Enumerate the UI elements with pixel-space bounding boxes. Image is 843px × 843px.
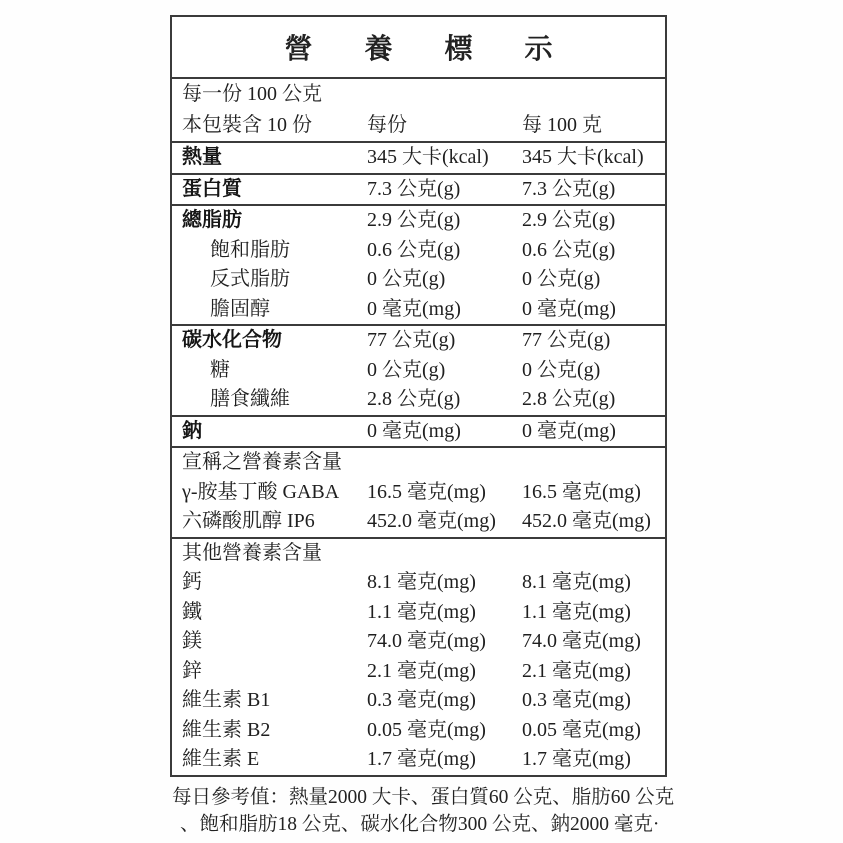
nutrient-row <box>172 385 665 415</box>
nutrient-name: 膳食纖維 <box>210 388 290 410</box>
section-header-label: 宣稱之營養素含量 <box>182 451 342 473</box>
value-per-serving: 0 毫克(mg) <box>367 419 461 442</box>
nutrient-name: 鈣 <box>182 571 202 593</box>
value-per-100g: 0 公克(g) <box>522 358 601 381</box>
daily-reference-note <box>172 784 712 838</box>
value-per-serving: 2.1 毫克(mg) <box>367 659 476 682</box>
value-per-100g: 0 公克(g) <box>522 268 601 290</box>
daily-reference-note-line2: 、飽和脂肪18 公克、碳水化合物300 公克、鈉2000 毫克· <box>180 814 660 835</box>
nutrient-row <box>172 627 665 657</box>
label-title-text: 營養標示 <box>284 34 605 65</box>
value-per-100g: 1.7 毫克(mg) <box>522 748 631 770</box>
nutrient-name: 鎂 <box>182 630 202 652</box>
label-title <box>172 17 665 79</box>
nutrient-name: 維生素 E <box>182 748 260 770</box>
nutrient-name: γ-胺基丁酸 GABA <box>182 480 340 503</box>
servings-per-package-label: 本包裝含 10 份 <box>182 114 312 136</box>
value-per-100g: 2.8 公克(g) <box>522 388 616 410</box>
value-per-100g: 7.3 公克(g) <box>522 177 616 200</box>
value-per-100g: 8.1 毫克(mg) <box>522 571 631 593</box>
section-header-row <box>172 446 665 478</box>
value-per-serving: 7.3 公克(g) <box>367 177 461 200</box>
nutrient-row <box>172 265 665 295</box>
value-per-100g: 74.0 毫克(mg) <box>522 630 641 652</box>
nutrient-name: 反式脂肪 <box>210 268 290 290</box>
value-per-100g: 0.6 公克(g) <box>522 238 616 261</box>
nutrient-name: 維生素 B2 <box>182 718 271 741</box>
value-per-serving: 0.05 毫克(mg) <box>367 718 486 741</box>
nutrient-row <box>172 173 665 205</box>
value-per-serving: 0.3 毫克(mg) <box>367 689 476 711</box>
nutrient-name: 熱量 <box>182 146 222 168</box>
nutrient-name: 膽固醇 <box>210 297 270 320</box>
value-per-serving: 0.6 公克(g) <box>367 238 461 261</box>
nutrient-name: 碳水化合物 <box>182 329 282 351</box>
nutrient-row <box>172 568 665 598</box>
nutrient-row <box>172 598 665 628</box>
nutrient-row <box>172 478 665 508</box>
value-per-100g: 0 毫克(mg) <box>522 297 616 320</box>
value-per-serving: 0 毫克(mg) <box>367 297 461 320</box>
value-per-serving: 16.5 毫克(mg) <box>367 480 486 503</box>
nutrient-row <box>172 236 665 266</box>
column-header-row <box>172 110 665 143</box>
value-per-100g: 345 大卡(kcal) <box>522 146 644 168</box>
nutrient-row <box>172 204 665 236</box>
nutrient-row <box>172 324 665 356</box>
nutrient-name: 糖 <box>210 358 230 381</box>
value-per-serving: 345 大卡(kcal) <box>367 146 489 168</box>
value-per-100g: 1.1 毫克(mg) <box>522 600 631 623</box>
nutrient-row <box>172 716 665 746</box>
value-per-serving: 0 公克(g) <box>367 358 446 381</box>
value-per-serving: 1.1 毫克(mg) <box>367 600 476 623</box>
nutrient-row <box>172 745 665 775</box>
nutrient-row <box>172 356 665 386</box>
value-per-100g: 16.5 毫克(mg) <box>522 480 641 503</box>
value-per-serving: 8.1 毫克(mg) <box>367 571 476 593</box>
nutrient-rows <box>172 143 665 775</box>
nutrition-label-panel <box>170 15 667 777</box>
nutrient-name: 飽和脂肪 <box>210 238 290 261</box>
section-header-row <box>172 537 665 569</box>
nutrient-name: 總脂肪 <box>182 209 242 231</box>
value-per-serving: 2.8 公克(g) <box>367 388 461 410</box>
column-header-per-serving: 每份 <box>367 114 407 136</box>
nutrient-name: 六磷酸肌醇 IP6 <box>182 510 315 532</box>
nutrient-row <box>172 415 665 447</box>
value-per-100g: 0 毫克(mg) <box>522 419 616 442</box>
value-per-100g: 2.9 公克(g) <box>522 209 616 231</box>
column-header-per-100g: 每 100 克 <box>522 114 602 136</box>
serving-size-line: 每一份 100 公克 <box>182 83 322 105</box>
nutrient-name: 鐵 <box>182 600 202 623</box>
value-per-serving: 0 公克(g) <box>367 268 446 290</box>
daily-reference-note-line1: 每日參考值：熱量2000 大卡、蛋白質60 公克、脂肪60 公克 <box>172 787 675 808</box>
nutrient-row <box>172 686 665 716</box>
nutrient-name: 蛋白質 <box>182 177 242 200</box>
value-per-serving: 2.9 公克(g) <box>367 209 461 231</box>
section-header-label: 其他營養素含量 <box>182 541 322 564</box>
nutrient-row <box>172 143 665 173</box>
nutrient-row <box>172 507 665 537</box>
nutrient-name: 鋅 <box>182 659 202 682</box>
value-per-serving: 74.0 毫克(mg) <box>367 630 486 652</box>
value-per-serving: 452.0 毫克(mg) <box>367 510 496 532</box>
nutrient-name: 鈉 <box>182 419 202 442</box>
value-per-serving: 77 公克(g) <box>367 329 456 351</box>
value-per-100g: 0.3 毫克(mg) <box>522 689 631 711</box>
nutrient-row <box>172 657 665 687</box>
nutrient-row <box>172 295 665 325</box>
value-per-100g: 2.1 毫克(mg) <box>522 659 631 682</box>
value-per-100g: 77 公克(g) <box>522 329 611 351</box>
nutrient-name: 維生素 B1 <box>182 689 271 711</box>
value-per-100g: 0.05 毫克(mg) <box>522 718 641 741</box>
value-per-serving: 1.7 毫克(mg) <box>367 748 476 770</box>
value-per-100g: 452.0 毫克(mg) <box>522 510 651 532</box>
